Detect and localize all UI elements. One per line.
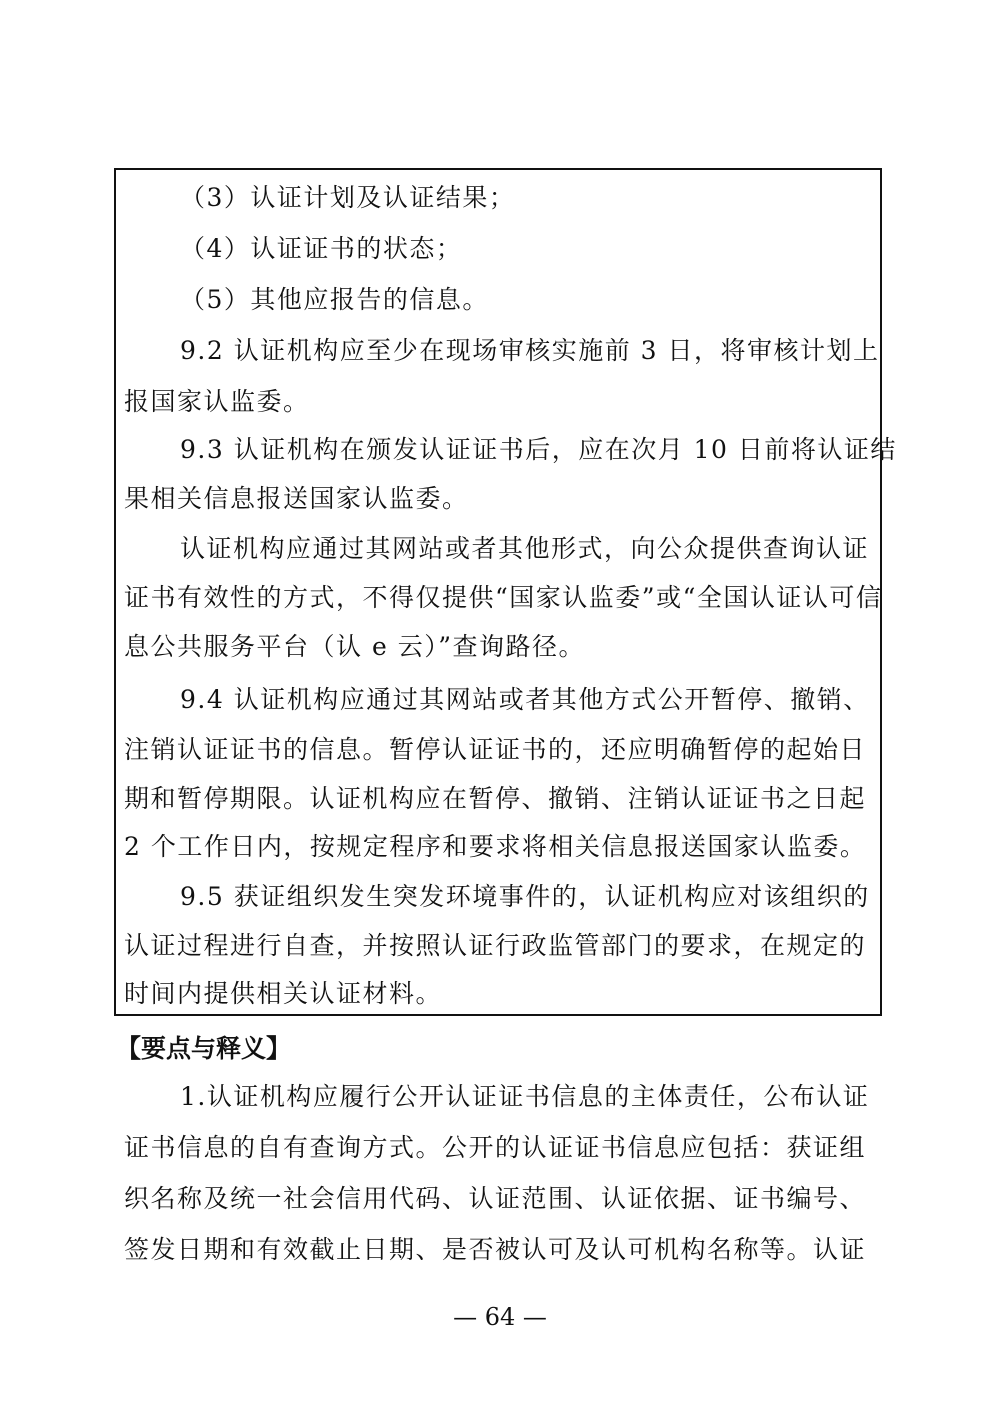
box-line: 注销认证证书的信息。暂停认证证书的，还应明确暂停的起始日	[124, 735, 867, 764]
box-line: 期和暂停期限。认证机构应在暂停、撤销、注销认证证书之日起	[124, 784, 867, 813]
box-line: （5）其他应报告的信息。	[180, 285, 489, 314]
box-line: 息公共服务平台（认 e 云）”查询路径。	[124, 632, 585, 661]
box-line: 报国家认监委。	[124, 387, 310, 416]
box-line: 时间内提供相关认证材料。	[124, 979, 443, 1008]
page-number: — 64 —	[453, 1303, 547, 1331]
box-line: 9.3 认证机构在颁发认证证书后，应在次月 10 日前将认证结	[180, 435, 897, 464]
box-line: 9.5 获证组织发生突发环境事件的，认证机构应对该组织的	[180, 882, 870, 911]
body-line: 签发日期和有效截止日期、是否被认可及认可机构名称等。认证	[124, 1235, 867, 1264]
body-line: 1.认证机构应履行公开认证证书信息的主体责任，公布认证	[180, 1082, 870, 1111]
box-line: 果相关信息报送国家认监委。	[124, 484, 469, 513]
box-line: （4）认证证书的状态；	[180, 234, 463, 263]
box-line: 2 个工作日内，按规定程序和要求将相关信息报送国家认监委。	[124, 832, 867, 861]
section-heading: 【要点与释义】	[116, 1034, 292, 1063]
body-line: 织名称及统一社会信用代码、认证范围、认证依据、证书编号、	[124, 1184, 867, 1213]
box-line: 9.2 认证机构应至少在现场审核实施前 3 日，将审核计划上	[180, 336, 880, 365]
box-line: 认证机构应通过其网站或者其他形式，向公众提供查询认证	[180, 534, 870, 563]
box-line: 认证过程进行自查，并按照认证行政监管部门的要求，在规定的	[124, 931, 867, 960]
box-line: 9.4 认证机构应通过其网站或者其他方式公开暂停、撤销、	[180, 685, 870, 714]
body-line: 证书信息的自有查询方式。公开的认证证书信息应包括：获证组	[124, 1133, 867, 1162]
box-line: （3）认证计划及认证结果；	[180, 183, 516, 212]
box-line: 证书有效性的方式，不得仅提供“国家认监委”或“全国认证认可信	[124, 583, 883, 612]
